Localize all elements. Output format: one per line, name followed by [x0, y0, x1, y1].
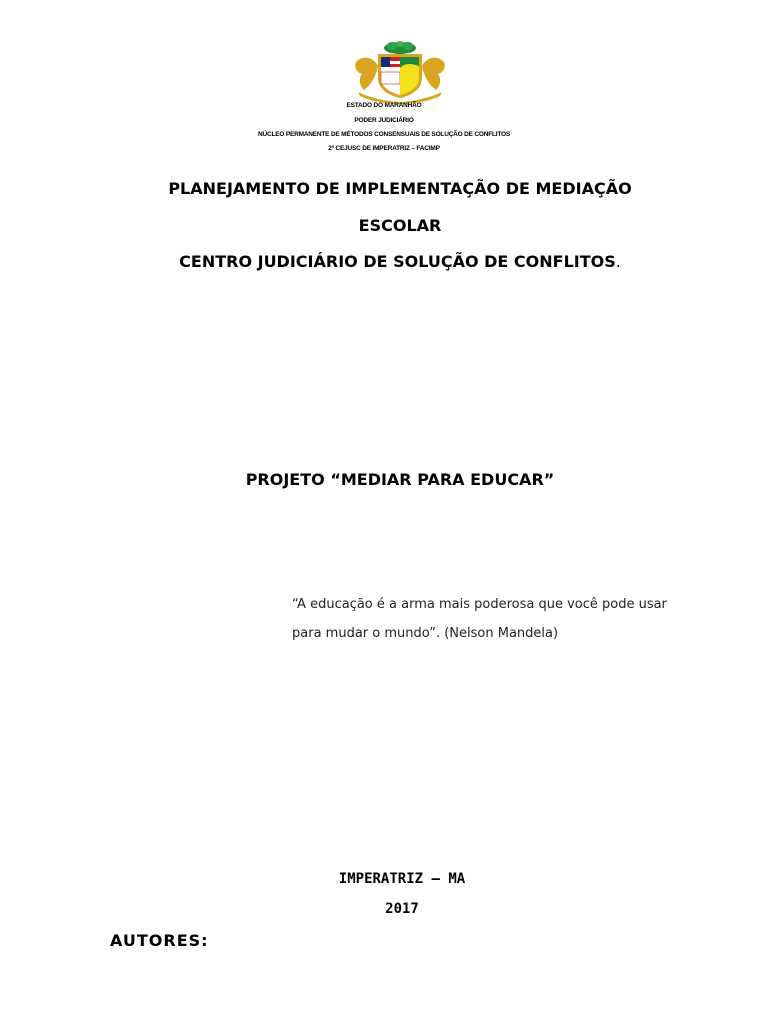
header-cejusc: 2º CEJUSC DE IMPERATRIZ – FACIMP [328, 145, 440, 152]
header-nucleus: NÚCLEO PERMANENTE DE MÉTODOS CONSENSUAIS DE SOLUÇÃO DE CONFLITOS [257, 131, 511, 138]
page-title-line3-suffix: . [615, 252, 621, 271]
authors-heading: AUTORES: [110, 931, 209, 950]
epigraph-quote [292, 590, 712, 648]
quote-line2: para mudar o mundo”. (Nelson Mandela) [292, 626, 559, 641]
page-title-line2: ESCOLAR [358, 216, 442, 235]
page-title-line3-text: CENTRO JUDICIÁRIO DE SOLUÇÃO DE CONFLITOS [179, 252, 616, 271]
page-title-line3 [0, 252, 768, 271]
project-title: PROJETO “MEDIAR PARA EDUCAR” [245, 470, 555, 489]
city: IMPERATRIZ – MA [338, 871, 466, 887]
year: 2017 [385, 901, 419, 917]
header-state: ESTADO DO MARANHÃO [346, 102, 422, 109]
quote-line1: “A educação é a arma mais poderosa que você pode usar [292, 597, 667, 612]
coat-of-arms-maranhao-icon [350, 40, 450, 104]
header-judiciary: PODER JUDICIÁRIO [354, 117, 414, 124]
page-title-line1: PLANEJAMENTO DE IMPLEMENTAÇÃO DE MEDIAÇÃO [168, 179, 632, 198]
